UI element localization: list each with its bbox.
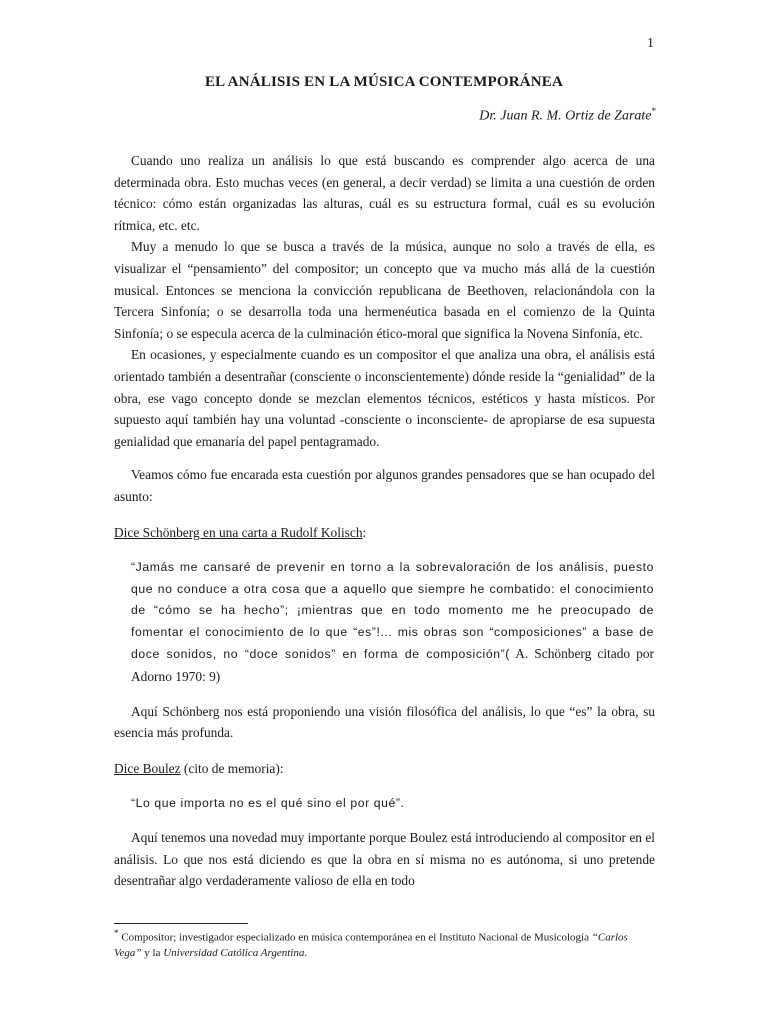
paragraph-3: En ocasiones, y especialmente cuando es un compositor el que analiza una obra, el análisis está orientado también a desentrañar (consciente o inconscientemente) dónde reside la “genialidad” de la obra, ese vago concepto donde se mezclan elementos técnicos, estéticos y hasta místicos. Por supuesto aquí también hay una voluntad -consciente o inconsciente- de apropiarse de esa supuesta genialidad que emanaría del papel pentagramado. <box>114 347 655 449</box>
paragraph-2: Muy a menudo lo que se busca a través de la música, aunque no solo a través de ella, es visualizar el “pensamiento” del compositor; un concepto que va mucho más allá de la cuestión musical. Entonces se menciona la convicción republicana de Beethoven, relacionándola con la Tercera Sinfonía; o se desarrolla toda una hermenéutica basada en el comienzo de la Quinta Sinfonía; o se especula acerca de la culminación ético-moral que significa la Novena Sinfonía, etc. <box>114 239 655 341</box>
schonberg-citation: A. Schönberg citado por Adorno 1970: 9) <box>131 646 654 685</box>
paragraph-1: Cuando uno realiza un análisis lo que está buscando es comprender algo acerca de una determinada obra. Esto muchas veces (en general, a decir verdad) se limita a una cuestión de orden técnico: cómo están organizadas las alturas, cuál es su estructura formal, cuál es su evolución rítmica, etc. etc. <box>114 153 655 233</box>
schonberg-quote <box>131 557 654 689</box>
footnote-divider <box>114 923 248 924</box>
footnote-institution: “Carlos Vega” <box>114 931 628 959</box>
schonberg-heading-suffix: : <box>362 524 367 540</box>
author-footnote-mark: * <box>651 106 656 116</box>
page-number: 1 <box>647 36 654 51</box>
footnote-text-1: Compositor; investigador especializado en música contemporánea en el Instituto Nacional de Musicología <box>118 931 592 944</box>
boulez-quote: “Lo que importa no es el qué sino el por qué”. <box>131 796 405 811</box>
footnote-mark: * <box>114 928 119 938</box>
boulez-heading-link: Dice Boulez <box>114 760 181 776</box>
boulez-heading-suffix: (cito de memoria): <box>180 760 284 776</box>
paragraph-4: Veamos cómo fue encarada esta cuestión por algunos grandes pensadores que se han ocupado del asunto: <box>114 467 655 504</box>
footnote-text-3: . <box>304 946 308 959</box>
footnote <box>114 926 655 961</box>
schonberg-quote-text: “Jamás me cansaré de prevenir en torno a la sobrevaloración de los análisis, puesto que no conduce a otra cosa que a aquello que siempre he combatido: el conocimiento de “cómo se ha hecho”; ¡mientras que en todo momento me he preocupado de fomentar el conocimiento de lo que “es”!... mis obras son “composiciones” a base de doce sonidos, no “doce sonidos” en forma de composición”( <box>131 560 654 662</box>
schonberg-heading-link: Dice Schönberg en una carta a Rudolf Kolisch <box>114 524 363 540</box>
author-line <box>479 106 656 125</box>
document-title: EL ANÁLISIS EN LA MÚSICA CONTEMPORÁNEA <box>204 74 564 90</box>
boulez-comment: Aquí tenemos una novedad muy importante porque Boulez está introduciendo al compositor en el análisis. Lo que nos está diciendo es que la obra en sí misma no es autónoma, si uno pretende desentrañar algo verdaderamente valioso de ella en todo <box>114 830 655 889</box>
schonberg-heading <box>114 522 655 544</box>
schonberg-comment: Aquí Schönberg nos está proponiendo una visión filosófica del análisis, lo que “es” la obra, su esencia más profunda. <box>114 703 655 741</box>
body-text <box>114 150 655 892</box>
footnote-text-2: y la <box>141 946 164 959</box>
boulez-heading <box>114 758 655 780</box>
footnote-university: Universidad Católica Argentina <box>163 946 305 959</box>
author-name: Dr. Juan R. M. Ortiz de Zarate <box>479 108 652 124</box>
